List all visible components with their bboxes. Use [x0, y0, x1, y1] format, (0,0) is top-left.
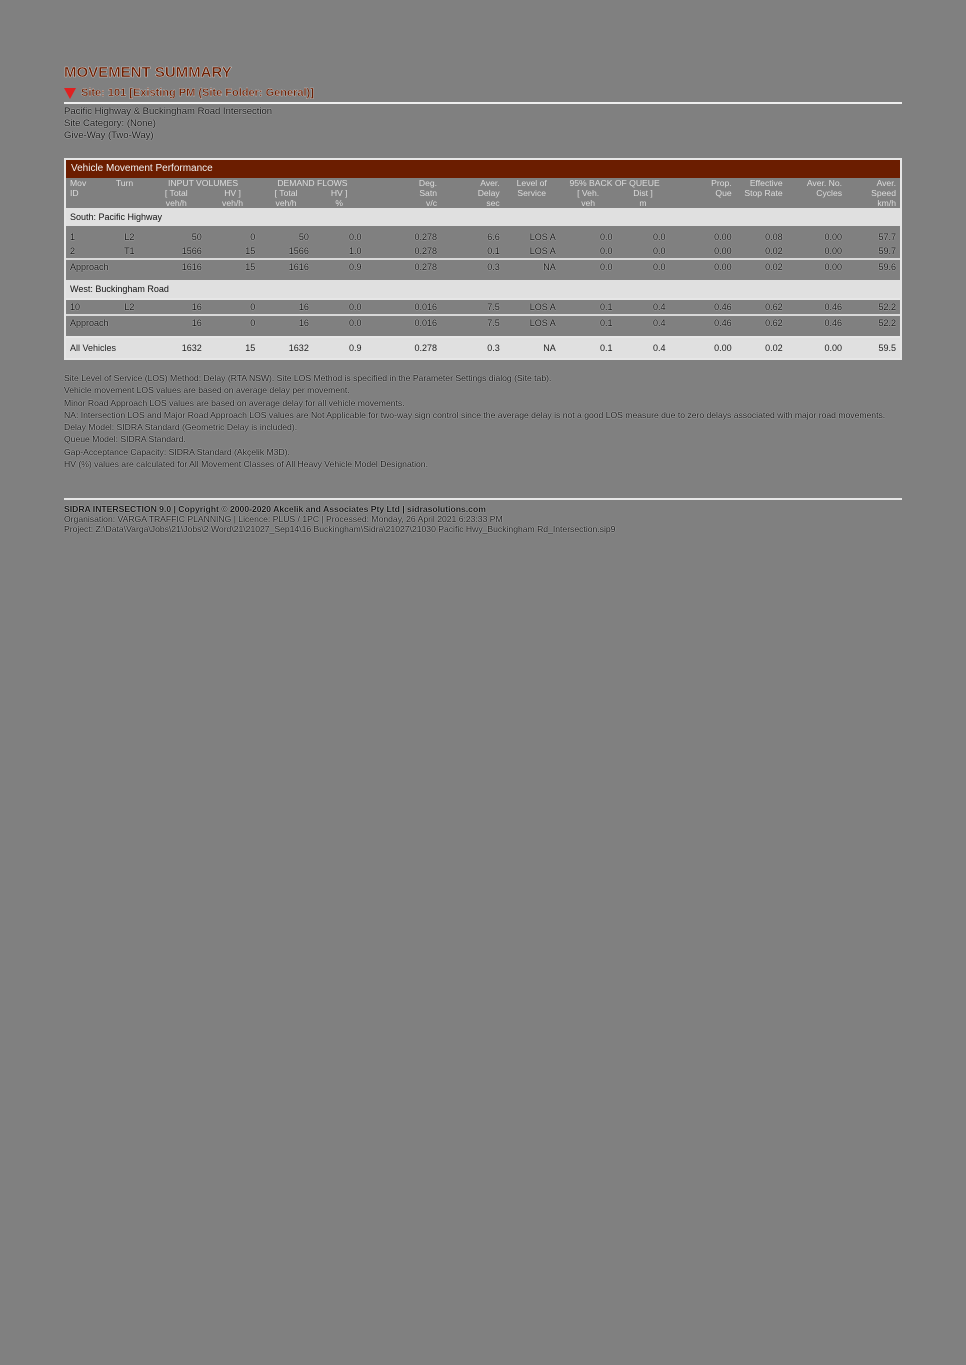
demand-hv: 1.0: [313, 244, 366, 259]
note-na: NA: Intersection LOS and Major Road Approach LOS values are Not Applicable for two-way sign control since the average delay is not a good LOS measure due to zero delays associated with major road movements.: [64, 409, 886, 420]
unit-input-total: veh/h: [165, 198, 187, 208]
table-row: [66, 230, 900, 244]
cycles: 0.46: [787, 299, 846, 315]
demand-total: 1566: [259, 244, 313, 259]
queue-veh: 0.0: [560, 244, 617, 259]
approach-row: [66, 315, 900, 337]
header-demand-hv: HV ]: [330, 188, 348, 198]
stop-rate: 0.02: [736, 244, 787, 259]
movement-summary-page: [64, 64, 902, 534]
site-heading: [64, 86, 902, 100]
input-total: 1632: [147, 337, 206, 358]
unit-demand-total: veh/h: [275, 198, 297, 208]
deg-satn: 0.278: [366, 244, 441, 259]
los: LOS A: [504, 315, 560, 337]
site-category: Site Category: (None): [64, 118, 156, 129]
prop-que: 0.46: [669, 315, 735, 337]
queue-dist: 0.0: [617, 244, 670, 259]
demand-hv: 0.0: [313, 299, 366, 315]
queue-dist: 0.4: [617, 315, 670, 337]
col-aver-delay: Aver.: [480, 178, 500, 188]
cycles: 0.00: [787, 230, 846, 244]
input-hv: 15: [206, 259, 260, 280]
demand-total: 16: [259, 299, 313, 315]
prop-que: 0.46: [669, 299, 735, 315]
demand-hv: 0.0: [313, 315, 366, 337]
header-veh: [ Veh.: [577, 188, 600, 198]
queue-dist: 0.4: [617, 337, 670, 358]
speed: 52.2: [846, 315, 900, 337]
queue-veh: 0.1: [560, 337, 617, 358]
prop-que: 0.00: [669, 244, 735, 259]
all-vehicles-label: All Vehicles: [66, 337, 147, 358]
notes: [64, 372, 902, 470]
unit-veh: veh: [581, 198, 596, 208]
approach-row: [66, 259, 900, 280]
input-total: 16: [147, 315, 206, 337]
header-demand-total: [ Total: [274, 188, 298, 198]
header-speed: Speed: [871, 188, 896, 198]
aver-delay: 6.6: [441, 230, 504, 244]
deg-satn: 0.016: [366, 299, 441, 315]
header-delay: Delay: [477, 188, 500, 198]
cycles: 0.46: [787, 315, 846, 337]
deg-satn: 0.278: [366, 337, 441, 358]
note-delay-model: Delay Model: SIDRA Standard (Geometric Delay is included).: [64, 422, 298, 433]
queue-dist: 0.0: [617, 230, 670, 244]
intersection-name: Pacific Highway & Buckingham Road Intersection: [64, 106, 273, 117]
footer-copyright: SIDRA INTERSECTION 9.0 | Copyright © 2000-2020 Akcelik and Associates Pty Ltd | sidrasolutions.com: [64, 504, 486, 515]
mov-id: 1: [66, 230, 112, 244]
speed: 59.5: [846, 337, 900, 358]
los: NA: [504, 259, 560, 280]
aver-delay: 0.3: [441, 259, 504, 280]
queue-veh: 0.1: [560, 315, 617, 337]
approach-label: Approach: [66, 315, 147, 337]
stop-rate: 0.08: [736, 230, 787, 244]
header-stop-rate: Stop Rate: [744, 188, 783, 198]
footer-organisation: Organisation: VARGA TRAFFIC PLANNING | Licence: PLUS / 1PC | Processed: Monday, 26 April 2021 6:23:33 PM: [64, 514, 503, 525]
demand-total: 50: [259, 230, 313, 244]
input-total: 50: [147, 230, 206, 244]
col-back-of-queue: 95% BACK OF QUEUE: [569, 178, 660, 188]
queue-veh: 0.1: [560, 299, 617, 315]
cycles: 0.00: [787, 337, 846, 358]
page-title: MOVEMENT SUMMARY: [64, 64, 232, 81]
header-input-hv: HV ]: [224, 188, 241, 198]
speed: 57.7: [846, 230, 900, 244]
unit-demand-hv: %: [335, 198, 344, 208]
input-hv: 0: [206, 315, 260, 337]
unit-blank: [736, 198, 787, 208]
col-demand-flows: DEMAND FLOWS: [277, 178, 348, 188]
header-service: Service: [517, 188, 547, 198]
note-los-method: Site Level of Service (LOS) Method: Delay (RTA NSW). Site LOS Method is specified in the Parameter Settings dialog (Site tab).: [64, 373, 552, 383]
site-label: Site: 101 [Existing PM (Site Folder: General)]: [81, 87, 314, 99]
header-row-3: [66, 198, 900, 208]
header-id: ID: [70, 188, 79, 198]
speed: 59.6: [846, 259, 900, 280]
demand-total: 1616: [259, 259, 313, 280]
unit-blank: [669, 198, 735, 208]
aver-delay: 7.5: [441, 315, 504, 337]
queue-veh: 0.0: [560, 230, 617, 244]
deg-satn: 0.278: [366, 259, 441, 280]
unit-blank: [787, 198, 846, 208]
aver-delay: 0.1: [441, 244, 504, 259]
demand-hv: 0.0: [313, 230, 366, 244]
input-total: 1616: [147, 259, 206, 280]
los: LOS A: [504, 244, 560, 259]
col-input-volumes: INPUT VOLUMES: [168, 178, 239, 188]
los: NA: [504, 337, 560, 358]
turn: L2: [112, 299, 147, 315]
unit-input-hv: veh/h: [222, 198, 244, 208]
section-south: [66, 208, 900, 226]
col-turn: Turn: [115, 178, 134, 188]
table-row: [66, 244, 900, 259]
col-deg-satn: Deg.: [418, 178, 438, 188]
note-minor-road: Minor Road Approach LOS values are based on average delay for all vehicle movements.: [64, 397, 405, 408]
control-type: Give-Way (Two-Way): [64, 130, 154, 141]
demand-hv: 0.9: [313, 259, 366, 280]
input-hv: 15: [206, 337, 260, 358]
los: LOS A: [504, 230, 560, 244]
stop-rate: 0.62: [736, 299, 787, 315]
approach-label: Approach: [66, 259, 147, 280]
turn: T1: [112, 244, 147, 259]
footer-divider: [64, 498, 902, 500]
stop-rate: 0.62: [736, 315, 787, 337]
los: LOS A: [504, 299, 560, 315]
cycles: 0.00: [787, 244, 846, 259]
mov-id: 10: [66, 299, 112, 315]
speed: 59.7: [846, 244, 900, 259]
header-row-1: [66, 178, 900, 188]
unit-delay: sec: [486, 198, 500, 208]
note-queue-model: Queue Model: SIDRA Standard.: [64, 434, 186, 445]
stop-rate: 0.02: [736, 259, 787, 280]
section-title: West: Buckingham Road: [66, 280, 900, 299]
stop-rate: 0.02: [736, 337, 787, 358]
col-effective-stop-rate: Effective: [749, 178, 783, 188]
unit-satn: v/c: [426, 198, 438, 208]
demand-total: 16: [259, 315, 313, 337]
aver-delay: 0.3: [441, 337, 504, 358]
turn: L2: [112, 230, 147, 244]
vehicle-movement-performance-table: [64, 158, 902, 360]
deg-satn: 0.278: [366, 230, 441, 244]
header-satn: Satn: [419, 188, 438, 198]
header-dist: Dist ]: [633, 188, 653, 198]
input-total: 1566: [147, 244, 206, 259]
unit-blank: [66, 198, 112, 208]
input-hv: 15: [206, 244, 260, 259]
prop-que: 0.00: [669, 337, 735, 358]
col-aver-no-cycles: Aver. No.: [806, 178, 843, 188]
prop-que: 0.00: [669, 259, 735, 280]
section-title: South: Pacific Highway: [66, 208, 900, 226]
footer: [64, 504, 902, 534]
input-hv: 0: [206, 230, 260, 244]
table-title: Vehicle Movement Performance: [66, 160, 900, 178]
table-row: [66, 299, 900, 315]
queue-veh: 0.0: [560, 259, 617, 280]
unit-dist: m: [639, 198, 647, 208]
demand-hv: 0.9: [313, 337, 366, 358]
col-mov: Mov: [70, 178, 87, 188]
note-vehicle-los: Vehicle movement LOS values are based on average delay per movement.: [64, 385, 350, 396]
cycles: 0.00: [787, 259, 846, 280]
all-vehicles-row: [66, 337, 900, 358]
unit-speed: km/h: [877, 198, 896, 208]
col-level-of-service: Level of: [516, 178, 547, 188]
unit-blank: [504, 198, 560, 208]
col-prop-que: Prop.: [711, 178, 732, 188]
deg-satn: 0.016: [366, 315, 441, 337]
aver-delay: 7.5: [441, 299, 504, 315]
section-west: [66, 280, 900, 299]
input-hv: 0: [206, 299, 260, 315]
demand-total: 1632: [259, 337, 313, 358]
note-hv: HV (%) values are calculated for All Movement Classes of All Heavy Vehicle Model Designation.: [64, 459, 428, 470]
give-way-triangle-icon: [64, 88, 76, 99]
header-divider: [64, 102, 902, 104]
speed: 52.2: [846, 299, 900, 315]
footer-project-path: Project: Z:\Data\Varga\Jobs\21\Jobs\2 Word\21\21027_Sep14\16 Buckingham\Sidra\21027\21030 Pacific Hwy_Buckingham Rd_Intersection.sip9: [64, 524, 616, 535]
header-que: Que: [715, 188, 732, 198]
site-info: [64, 106, 902, 142]
queue-dist: 0.0: [617, 259, 670, 280]
header-input-total: [ Total: [164, 188, 188, 198]
prop-que: 0.00: [669, 230, 735, 244]
unit-blank: [112, 198, 147, 208]
header-cycles: Cycles: [816, 188, 843, 198]
header-row-2: [66, 188, 900, 198]
col-aver-speed: Aver.: [876, 178, 896, 188]
mov-id: 2: [66, 244, 112, 259]
input-total: 16: [147, 299, 206, 315]
queue-dist: 0.4: [617, 299, 670, 315]
header-blank: [112, 188, 147, 198]
note-gap-acceptance: Gap-Acceptance Capacity: SIDRA Standard (Akçelik M3D).: [64, 446, 290, 457]
